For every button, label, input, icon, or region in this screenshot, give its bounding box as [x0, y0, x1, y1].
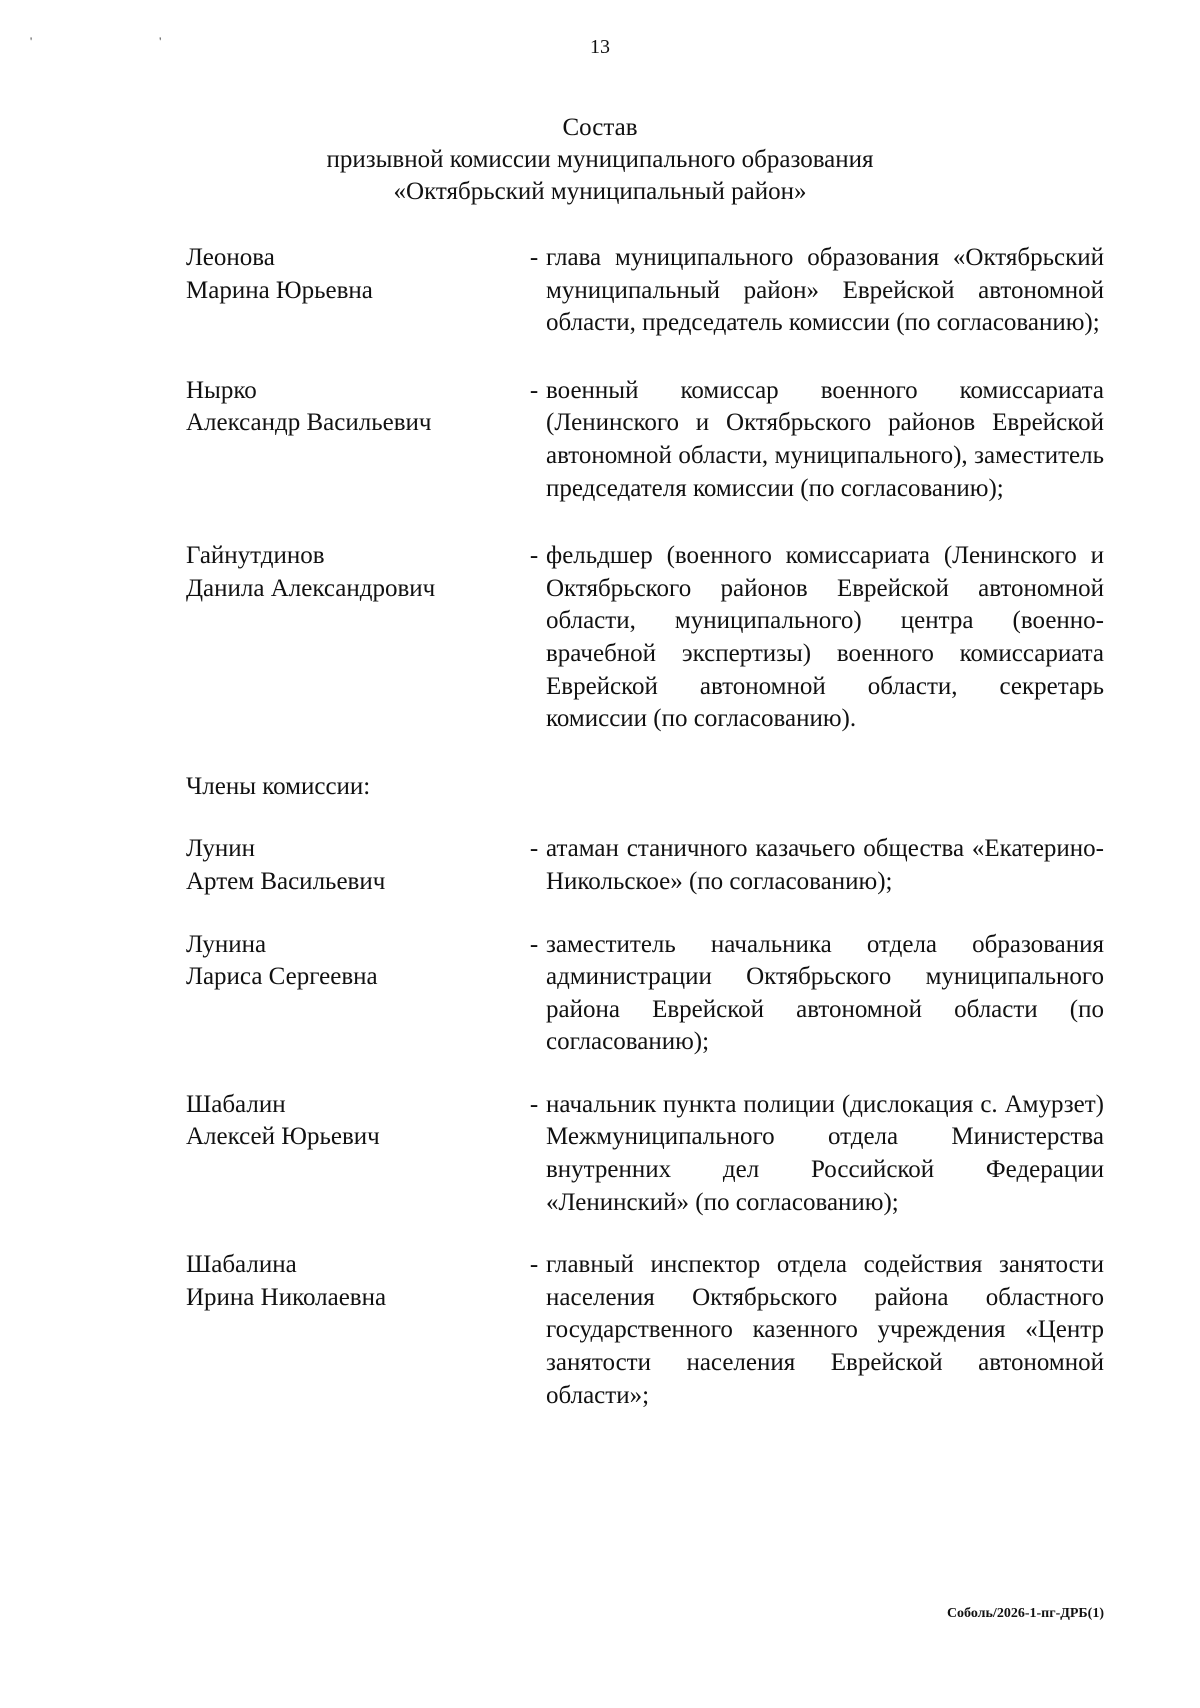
dash-separator: -	[529, 542, 539, 570]
member-name	[186, 929, 522, 1059]
member-position: фельдшер (военного комиссариата (Ленинского и Октябрьского районов Еврейской автономной области, муниципального) центра (военно-врачебной экспертизы) военного комиссариата Еврейской автономной области, секретарь комиссии (по согласованию).	[546, 542, 1104, 733]
list-item	[186, 375, 1106, 505]
member-name	[186, 1089, 522, 1219]
document-heading	[0, 112, 1200, 208]
member-position: глава муниципального образования «Октябрьский муниципальный район» Еврейской автономной области, председатель комиссии (по согласованию);	[546, 244, 1104, 337]
list-item	[186, 929, 1106, 1059]
member-position: атаман станичного казачьего общества «Екатерино-Никольское» (по согласованию);	[546, 835, 1104, 895]
member-position: начальник пункта полиции (дислокация с. Амурзет) Межмуниципального отдела Министерства внутренних дел Российской Федерации «Ленинский» (по согласованию);	[546, 1090, 1104, 1216]
list-item	[186, 1089, 1106, 1219]
page-number: 13	[590, 36, 610, 58]
member-given-names: Данила Александрович	[186, 574, 436, 602]
commission-list	[186, 242, 1106, 1412]
member-position: военный комиссар военного комиссариата (Ленинского и Октябрьского районов Еврейской автономной области, муниципального), заместитель председателя комиссии (по согласованию);	[546, 376, 1104, 502]
member-surname: Нырко	[186, 376, 257, 404]
member-surname: Шабалина	[186, 1251, 297, 1279]
member-surname: Гайнутдинов	[186, 542, 325, 570]
member-name	[186, 833, 522, 898]
dash-separator: -	[529, 376, 539, 404]
list-item	[186, 540, 1106, 736]
heading-subtitle: призывной комиссии муниципального образования	[326, 146, 874, 173]
member-given-names: Лариса Сергеевна	[186, 963, 378, 991]
member-given-names: Алексей Юрьевич	[186, 1123, 380, 1151]
member-surname: Лунин	[186, 835, 255, 863]
member-given-names: Александр Васильевич	[186, 409, 432, 437]
list-item	[186, 242, 1106, 340]
page-corner-marks: ' '	[30, 34, 224, 48]
member-surname: Леонова	[186, 244, 275, 271]
dash-separator: -	[529, 835, 539, 863]
list-item	[186, 1249, 1106, 1412]
dash-separator: -	[529, 1251, 539, 1279]
member-given-names: Ирина Николаевна	[186, 1283, 387, 1311]
heading-title: Состав	[562, 114, 638, 141]
member-given-names: Марина Юрьевна	[186, 276, 373, 304]
member-given-names: Артем Васильевич	[186, 867, 386, 895]
members-heading: Члены комиссии:	[186, 772, 371, 800]
dash-separator: -	[529, 1090, 539, 1118]
member-position: главный инспектор отдела содействия занятости населения Октябрьского района областного государственного казенного учреждения «Центр занятости населения Еврейской автономной области»;	[546, 1251, 1104, 1409]
member-surname: Шабалин	[186, 1090, 286, 1118]
member-name	[186, 1249, 522, 1412]
member-surname: Лунина	[186, 930, 267, 958]
dash-separator: -	[529, 244, 539, 271]
heading-district: «Октябрьский муниципальный район»	[393, 178, 807, 205]
member-name	[186, 540, 522, 736]
dash-separator: -	[529, 930, 539, 958]
list-item	[186, 833, 1106, 898]
document-code: Соболь/2026-1-пг-ДРБ(1)	[946, 1606, 1104, 1621]
member-name	[186, 242, 522, 340]
member-name	[186, 375, 522, 505]
member-position: заместитель начальника отдела образования администрации Октябрьского муниципального района Еврейской автономной области (по согласованию);	[546, 930, 1104, 1056]
